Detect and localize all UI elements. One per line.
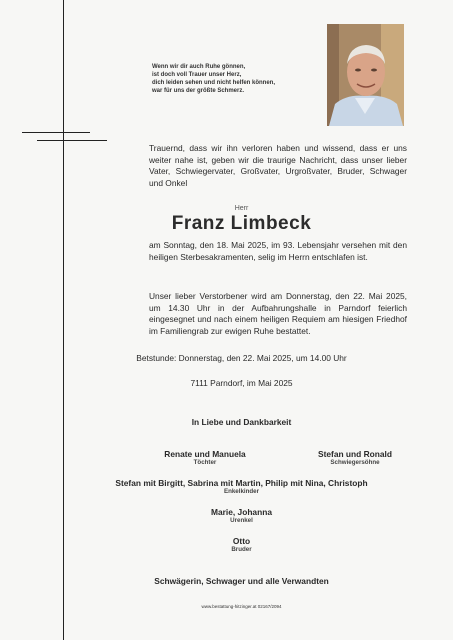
poem-line: dich leiden sehen und nicht helfen können, [152, 80, 276, 86]
mourner-relation: Enkelkinder [223, 488, 260, 495]
closing-phrase: In Liebe und Dankbarkeit [191, 417, 292, 427]
death-notice: am Sonntag, den 18. Mai 2025, im 93. Lebensjahr versehen mit den heiligen Sterbesakramenten, selig im Herrn entschlafen ist. [149, 240, 407, 262]
prayer-hour: Betstunde: Donnerstag, den 22. Mai 2025, um 14.00 Uhr [136, 353, 347, 363]
mourner-group [300, 449, 410, 466]
poem-line: Wenn wir dir auch Ruhe gönnen, [152, 64, 246, 70]
honorific: Herr [234, 205, 249, 212]
cross-horizontal-line-lower [37, 140, 107, 141]
mourner-names: Renate und Manuela [164, 449, 246, 459]
mourner-relation: Schwiegersöhne [330, 459, 380, 466]
mourner-group [15, 536, 453, 553]
cross-horizontal-line-upper [22, 132, 90, 133]
footer-contact: www.bestattung-hitzinger.at 02167/2094 [201, 604, 282, 609]
mourner-names: Stefan mit Birgitt, Sabrina mit Martin, Philip mit Nina, Christoph [115, 478, 368, 488]
mourner-names: Otto [232, 536, 251, 546]
portrait-photo [327, 24, 404, 126]
intro-text: Trauernd, dass wir ihn verloren haben und wissend, dass er uns weiter nahe ist, geben wir die traurige Nachricht, dass unser lieber Vater, Schwiegervater, Großvater, Urgroßvater, Bruder, Schwager und Onkel [149, 143, 407, 188]
mourner-group [15, 507, 453, 524]
mourner-group [15, 478, 453, 495]
place-date: 7111 Parndorf, im Mai 2025 [190, 378, 293, 388]
burial-details: Unser lieber Verstorbener wird am Donnerstag, den 22. Mai 2025, um 14.30 Uhr in der Aufbahrungshalle in Parndorf feierlich eingesegnet und nach einem heiligen Requiem am hiesigen Friedhof im Familiengrab zur ewigen Ruhe bestattet. [149, 291, 407, 336]
deceased-name: Franz Limbeck [171, 213, 312, 234]
poem-line: war für uns der größte Schmerz. [152, 88, 245, 94]
mourner-relation: Bruder [231, 546, 252, 553]
mourner-names: Stefan und Ronald [318, 449, 392, 459]
poem-line: ist doch voll Trauer unser Herz, [152, 72, 242, 78]
mourner-group [150, 449, 260, 466]
mourner-names: Marie, Johanna [211, 507, 272, 517]
relatives-line: Schwägerin, Schwager und alle Verwandten [154, 576, 329, 586]
mourner-relation: Töchter [193, 459, 217, 466]
mourner-relation: Urenkel [230, 517, 253, 524]
poem [152, 63, 322, 95]
